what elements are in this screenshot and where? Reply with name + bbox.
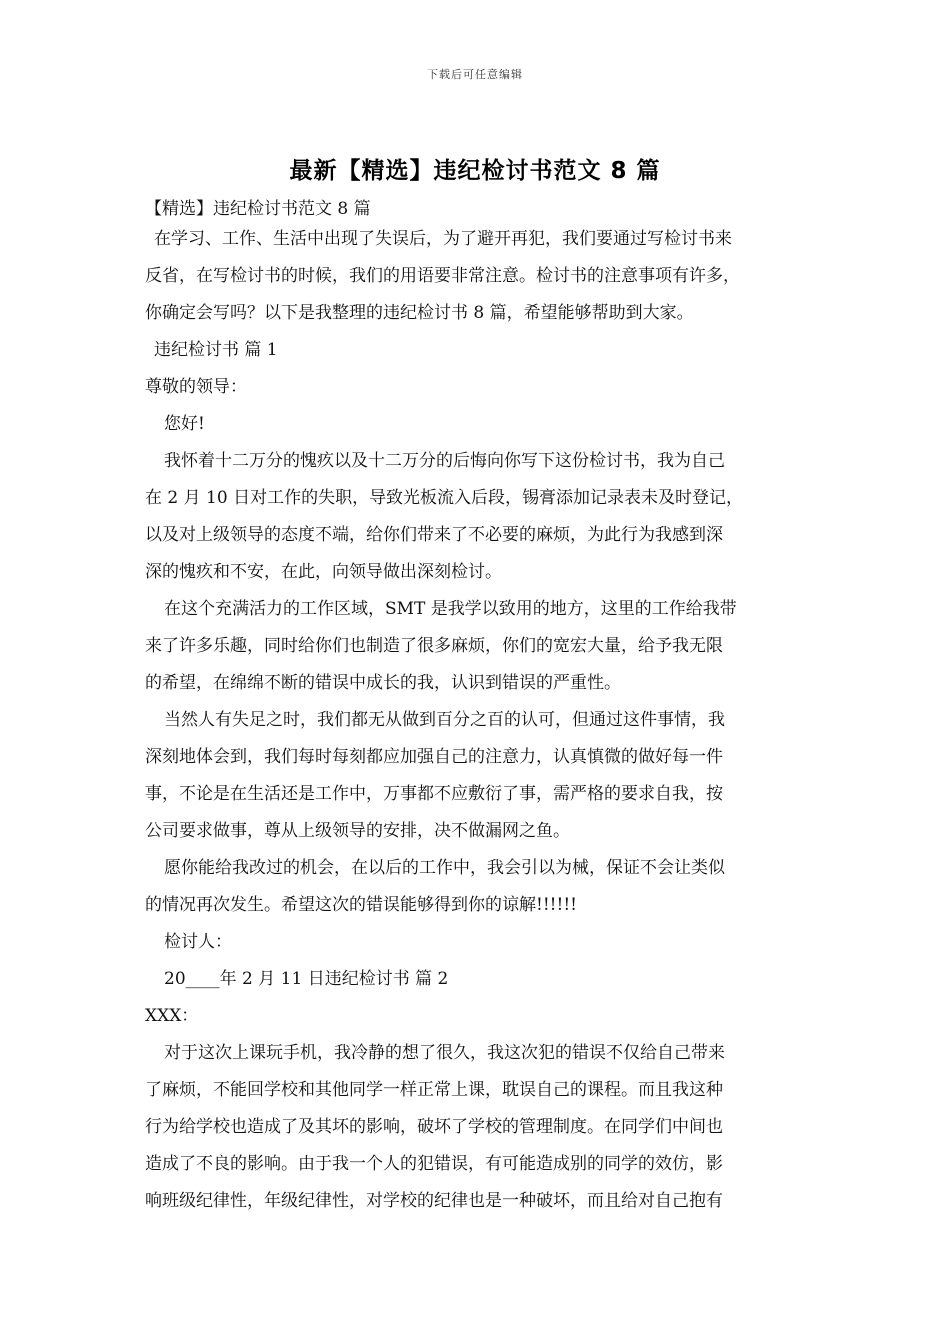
subtitle-line: 【精选】违纪检讨书范文 8 篇 bbox=[145, 199, 371, 219]
header-note: 下载后可任意编辑 bbox=[427, 68, 523, 81]
salutation: 尊敬的领导： bbox=[145, 377, 247, 397]
paragraph-line: 在这个充满活力的工作区域，SMT 是我学以致用的地方，这里的工作给我带 bbox=[164, 599, 737, 619]
signature-label: 检讨人： bbox=[164, 932, 232, 952]
document-title: 最新【精选】违纪检讨书范文 8 篇 bbox=[289, 158, 661, 184]
section-heading: 违纪检讨书 篇 1 bbox=[154, 340, 278, 360]
paragraph-line: 来了许多乐趣，同时给你们也制造了很多麻烦，你们的宽宏大量，给予我无限 bbox=[145, 636, 723, 656]
greeting: 您好! bbox=[164, 414, 205, 434]
paragraph-line: 响班级纪律性，年级纪律性，对学校的纪律也是一种破坏，而且给对自己抱有 bbox=[145, 1191, 723, 1211]
paragraph-line: 当然人有失足之时，我们都无从做到百分之百的认可，但通过这件事情，我 bbox=[164, 710, 725, 730]
paragraph-line: 行为给学校也造成了及其坏的影响，破坏了学校的管理制度。在同学们中间也 bbox=[145, 1117, 723, 1137]
paragraph-line: 愿你能给我改过的机会，在以后的工作中，我会引以为械，保证不会让类似 bbox=[164, 858, 725, 878]
paragraph-line: 事，不论是在生活还是工作中，万事都不应敷衍了事，需严格的要求自我，按 bbox=[145, 784, 723, 804]
paragraph-line: 对于这次上课玩手机，我冷静的想了很久，我这次犯的错误不仅给自己带来 bbox=[164, 1043, 725, 1063]
paragraph-line: 深的愧疚和不安，在此，向领导做出深刻检讨。 bbox=[145, 562, 502, 582]
paragraph-line: 了麻烦，不能回学校和其他同学一样正常上课，耽误自己的课程。而且我这种 bbox=[145, 1080, 723, 1100]
paragraph-line: 我怀着十二万分的愧疚以及十二万分的后悔向你写下这份检讨书，我为自己 bbox=[164, 451, 725, 471]
paragraph-line: 造成了不良的影响。由于我一个人的犯错误，有可能造成别的同学的效仿，影 bbox=[145, 1154, 723, 1174]
intro-line: 在学习、工作、生活中出现了失误后，为了避开再犯，我们要通过写检讨书来 bbox=[154, 229, 732, 249]
paragraph-line: 以及对上级领导的态度不端，给你们带来了不必要的麻烦，为此行为我感到深 bbox=[145, 525, 723, 545]
intro-line: 你确定会写吗？以下是我整理的违纪检讨书 8 篇，希望能够帮助到大家。 bbox=[145, 303, 694, 323]
date-and-section-heading: 20____年 2 月 11 日违纪检讨书 篇 2 bbox=[164, 969, 449, 989]
paragraph-line: 公司要求做事，尊从上级领导的安排，决不做漏网之鱼。 bbox=[145, 821, 570, 841]
paragraph-line: 深刻地体会到，我们每时每刻都应加强自己的注意力，认真慎微的做好每一件 bbox=[145, 747, 723, 767]
salutation: XXX： bbox=[145, 1006, 199, 1026]
intro-line: 反省，在写检讨书的时候，我们的用语要非常注意。检讨书的注意事项有许多， bbox=[145, 266, 740, 286]
paragraph-line: 在 2 月 10 日对工作的失职，导致光板流入后段，锡膏添加记录表未及时登记， bbox=[145, 488, 744, 508]
paragraph-line: 的情况再次发生。希望这次的错误能够得到你的谅解!!!!!! bbox=[145, 895, 577, 915]
paragraph-line: 的希望，在绵绵不断的错误中成长的我，认识到错误的严重性。 bbox=[145, 673, 621, 693]
document-body bbox=[145, 197, 825, 1220]
